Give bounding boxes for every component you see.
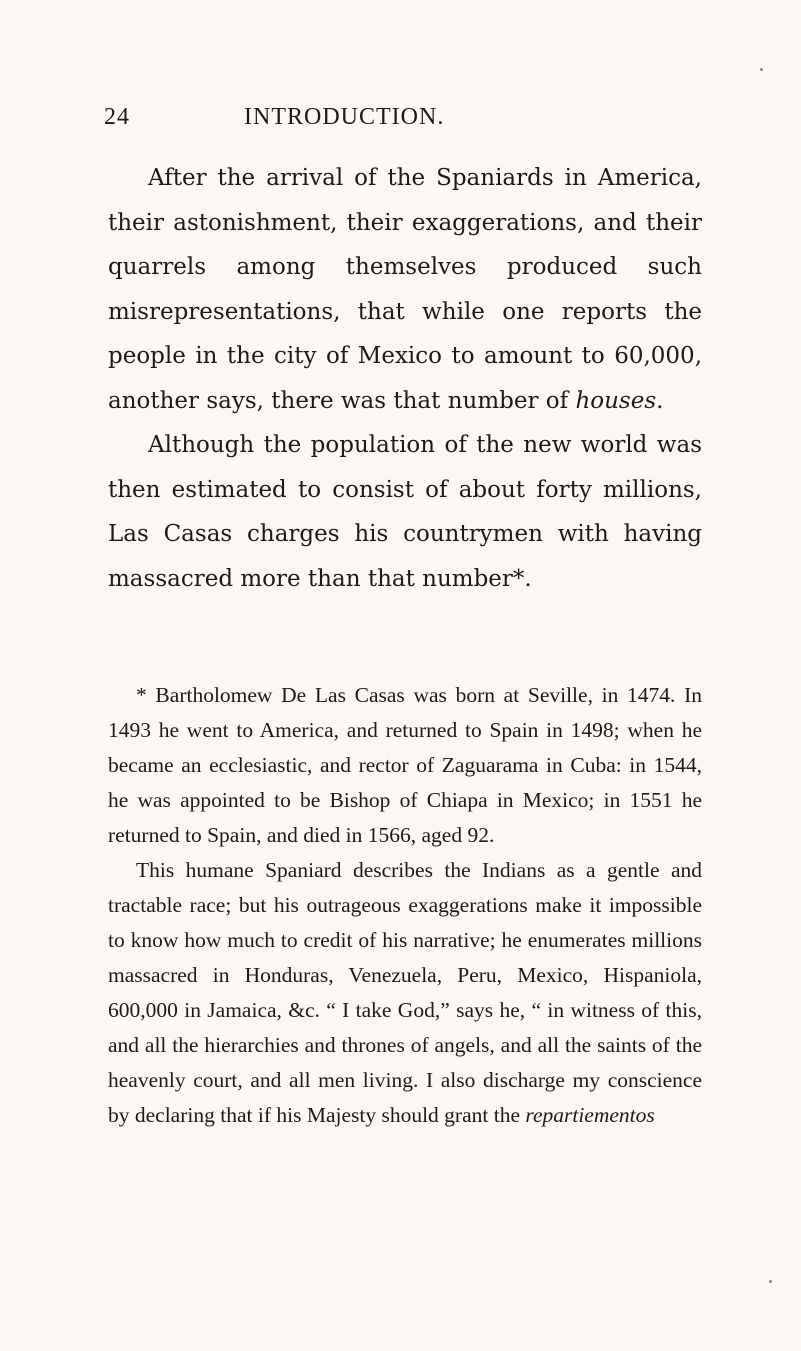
footnote-commentary [108,853,702,1133]
paragraph-population [108,423,702,601]
paper-speck [760,68,763,71]
paragraph-arrival-italic: houses [575,387,657,414]
footnote-commentary-italic: repartiementos [525,1103,655,1127]
page-number: 24 [104,104,130,130]
paragraph-population-text: Although the population of the new world was then estimated to consist of about forty millions, Las Casas charges his countrymen with having massacred more than that number*. [108,432,702,592]
footnote-biography-text: * Bartholomew De Las Casas was born at Seville, in 1474. In 1493 he went to America, and returned to Spain in 1498; when he became an ecclesiastic, and rector of Zaguarama in Cuba: in 1544, he was appointed to be Bishop of Chiapa in Mexico; in 1551 he returned to Spain, and died in 1566, aged 92. [108,683,702,847]
paper-speck [769,1280,772,1283]
paragraph-arrival-text: After the arrival of the Spaniards in America, their astonishment, their exaggerations, and their quarrels among themselves produced such misrepresentations, that while one reports the people in the city of Mexico to amount to 60,000, another says, there was that number of [108,165,702,414]
page-header [104,104,704,144]
paragraph-arrival-end: . [656,387,664,414]
footnote-commentary-text: This humane Spaniard describes the Indians as a gentle and tractable race; but his outrageous exaggerations make it impossible to know how much to credit of his narrative; he enumerates millions massacred in Honduras, Venezuela, Peru, Mexico, Hispaniola, 600,000 in Jamaica, &c. “ I take God,” says he, “ in witness of this, and all the hierarchies and thrones of angels, and all the saints of the heavenly court, and all men living. I also discharge my conscience by declaring that if his Majesty should grant the [108,858,702,1127]
running-title: INTRODUCTION. [244,104,445,130]
paragraph-arrival [108,156,702,423]
footnote [108,678,702,1133]
footnote-biography [108,678,702,853]
main-text [108,156,702,601]
